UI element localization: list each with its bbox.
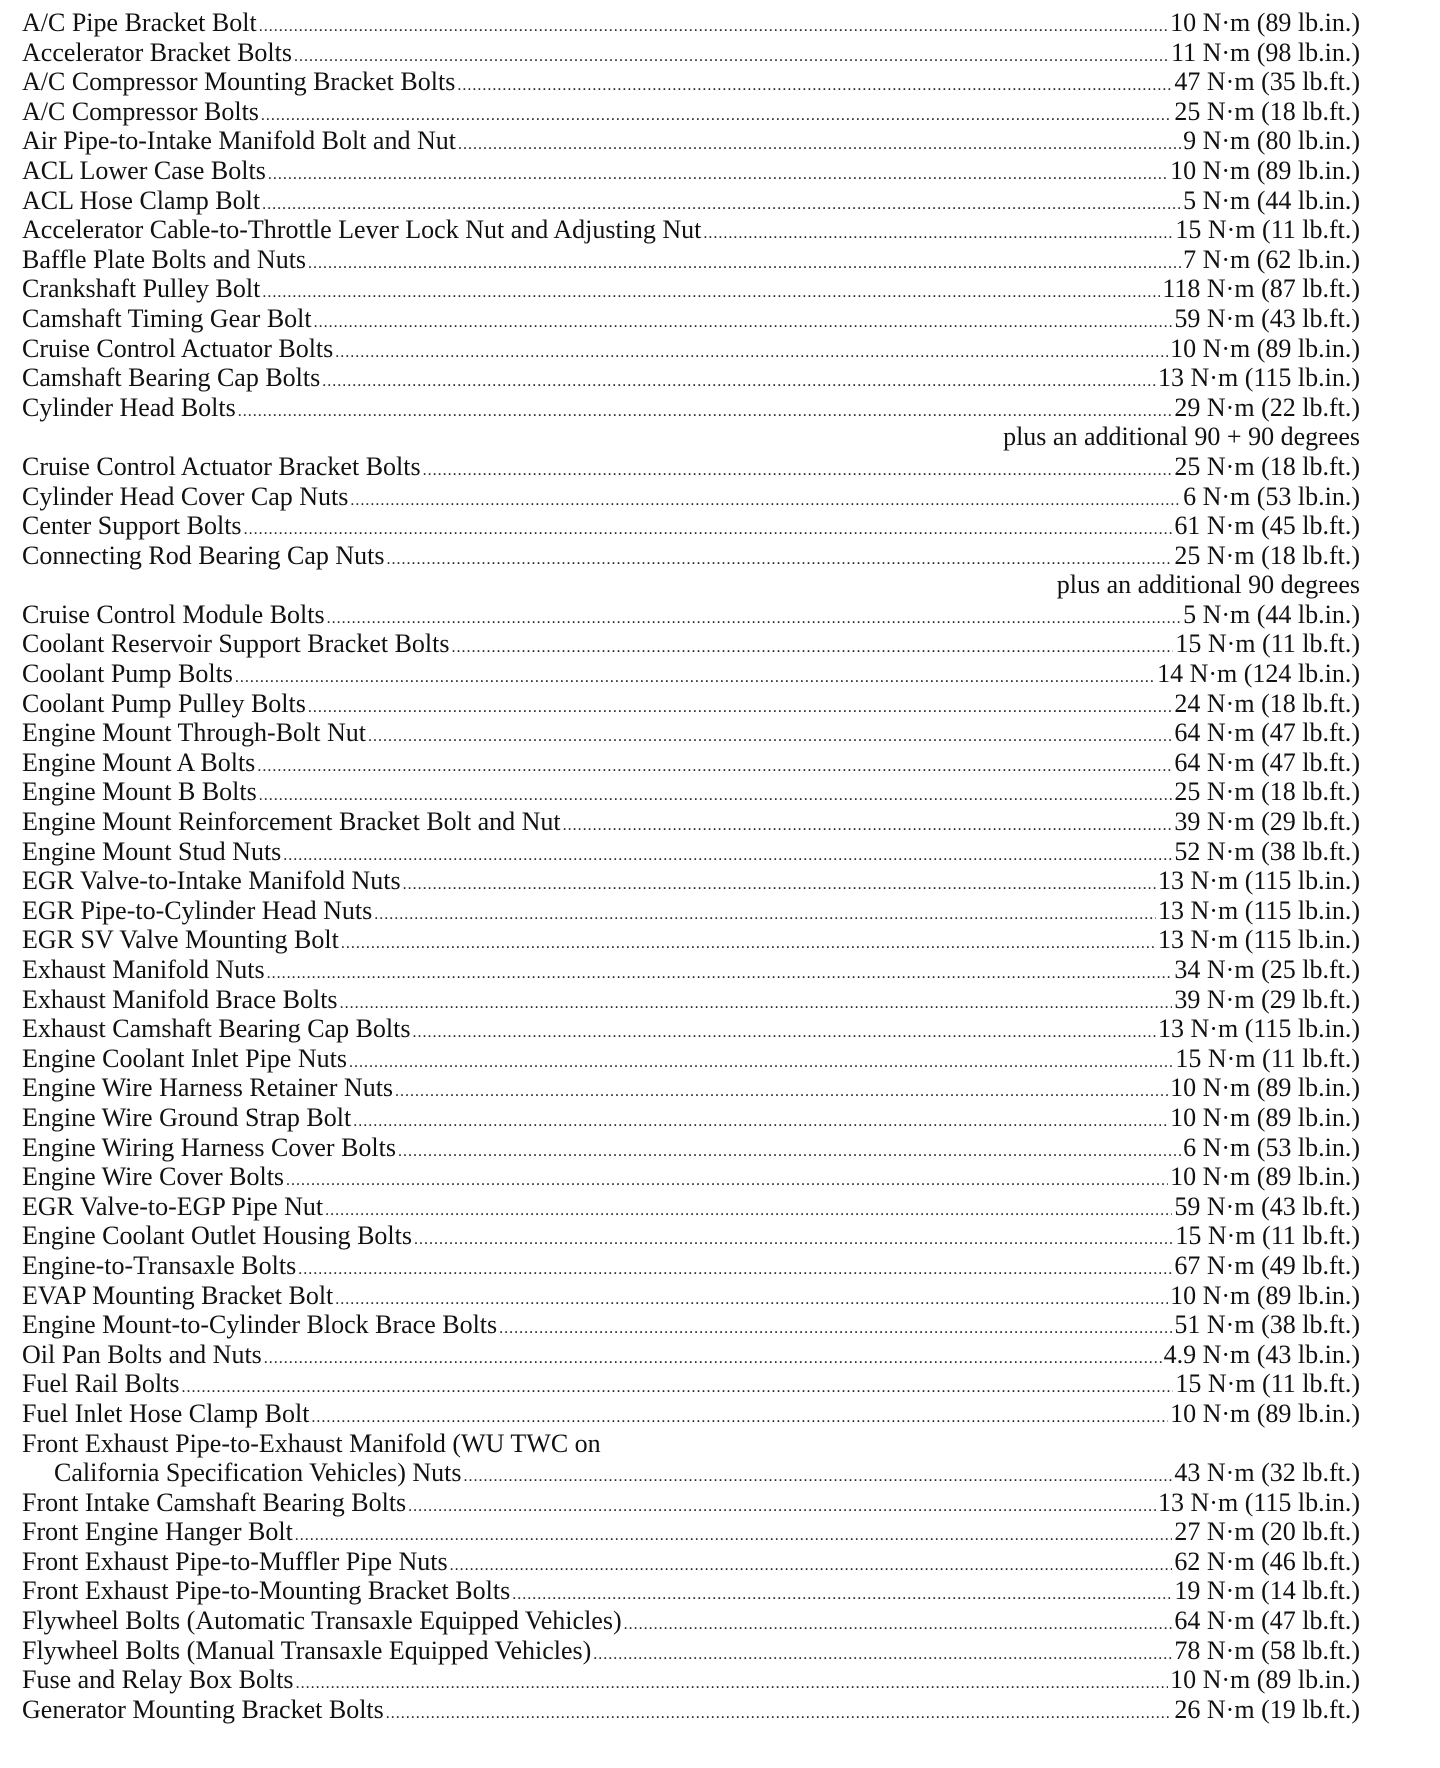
- spec-note-row: [22, 570, 1360, 600]
- spec-value: 19 N·m (14 lb.ft.): [1174, 1576, 1360, 1606]
- dot-leader: [181, 1373, 1173, 1403]
- dot-leader: [322, 367, 1156, 397]
- dot-leader: [349, 1048, 1173, 1078]
- spec-row: [22, 777, 1360, 807]
- spec-label: Connecting Rod Bearing Cap Nuts: [22, 540, 385, 570]
- spec-label: EGR SV Valve Mounting Bolt: [22, 925, 339, 955]
- dot-leader: [398, 1137, 1181, 1167]
- spec-label: Fuse and Relay Box Bolts: [22, 1665, 294, 1695]
- spec-value: 15 N·m (11 lb.ft.): [1175, 1221, 1360, 1251]
- spec-label: Engine Mount Through-Bolt Nut: [22, 718, 367, 748]
- spec-row: [22, 1458, 1360, 1488]
- spec-row: [22, 1488, 1360, 1518]
- dot-leader: [408, 1492, 1156, 1522]
- spec-value: 15 N·m (11 lb.ft.): [1175, 215, 1360, 245]
- dot-leader: [368, 722, 1172, 752]
- spec-label: Generator Mounting Bracket Bolts: [22, 1694, 384, 1724]
- spec-row: [22, 511, 1360, 541]
- spec-row: [22, 1044, 1360, 1074]
- spec-row: [22, 985, 1360, 1015]
- spec-label: Crankshaft Pulley Bolt: [22, 274, 261, 304]
- spec-label: A/C Compressor Bolts: [22, 96, 259, 126]
- spec-value: 11 N·m (98 lb.in.): [1171, 37, 1360, 67]
- dot-leader: [314, 308, 1173, 338]
- spec-label: EGR Pipe-to-Cylinder Head Nuts: [22, 895, 373, 925]
- spec-value: 118 N·m (87 lb.ft.): [1162, 274, 1360, 304]
- dot-leader: [624, 1610, 1173, 1640]
- spec-row: [22, 67, 1360, 97]
- dot-leader: [325, 1196, 1172, 1226]
- spec-label: California Specification Vehicles) Nuts: [54, 1458, 462, 1488]
- spec-row: [22, 629, 1360, 659]
- spec-value: 51 N·m (38 lb.ft.): [1174, 1310, 1360, 1340]
- spec-row: [22, 925, 1360, 955]
- dot-leader: [327, 604, 1181, 634]
- spec-row: [22, 8, 1360, 38]
- spec-value: 34 N·m (25 lb.ft.): [1174, 955, 1360, 984]
- spec-value: 13 N·m (115 lb.in.): [1158, 895, 1360, 925]
- spec-row: [22, 541, 1360, 571]
- spec-row: [22, 659, 1360, 689]
- dot-leader: [264, 1344, 1162, 1374]
- spec-row: [22, 1192, 1360, 1222]
- dot-leader: [341, 929, 1156, 959]
- dot-leader: [499, 1314, 1172, 1344]
- spec-label: Center Support Bolts: [22, 511, 242, 541]
- spec-row: [22, 363, 1360, 393]
- dot-leader: [353, 1107, 1168, 1137]
- spec-label: Engine Wiring Harness Cover Bolts: [22, 1132, 396, 1162]
- dot-leader: [593, 1640, 1172, 1670]
- spec-value: 10 N·m (89 lb.in.): [1170, 1102, 1360, 1132]
- spec-row: [22, 1606, 1360, 1636]
- spec-label: Engine-to-Transaxle Bolts: [22, 1250, 297, 1280]
- spec-row: [22, 896, 1360, 926]
- spec-value: 10 N·m (89 lb.in.): [1170, 155, 1360, 185]
- dot-leader: [298, 1255, 1172, 1285]
- dot-leader: [308, 249, 1181, 279]
- spec-value: 47 N·m (35 lb.ft.): [1174, 67, 1360, 97]
- dot-leader: [235, 663, 1155, 693]
- spec-label: Air Pipe-to-Intake Manifold Bolt and Nut: [22, 126, 456, 156]
- spec-value: 24 N·m (18 lb.ft.): [1174, 688, 1360, 718]
- spec-label: Flywheel Bolts (Manual Transaxle Equipped Vehicles): [22, 1635, 592, 1665]
- spec-row: [22, 1251, 1360, 1281]
- spec-value: 29 N·m (22 lb.ft.): [1174, 392, 1360, 422]
- spec-value: 67 N·m (49 lb.ft.): [1174, 1250, 1360, 1280]
- spec-row: [22, 1695, 1360, 1725]
- spec-row: [22, 1636, 1360, 1666]
- spec-label: Oil Pan Bolts and Nuts: [22, 1339, 262, 1369]
- spec-value: 39 N·m (29 lb.ft.): [1174, 984, 1360, 1014]
- spec-row: [22, 1221, 1360, 1251]
- dot-leader: [286, 1166, 1168, 1196]
- spec-value: 64 N·m (47 lb.ft.): [1174, 1606, 1360, 1636]
- spec-label: Cruise Control Module Bolts: [22, 599, 325, 629]
- dot-leader: [267, 959, 1173, 989]
- dot-leader: [335, 338, 1168, 368]
- spec-label-first-line: Front Exhaust Pipe-to-Exhaust Manifold (WU TWC on: [22, 1428, 601, 1458]
- spec-row: [22, 38, 1360, 68]
- spec-row: [22, 186, 1360, 216]
- spec-note: plus an additional 90 degrees: [1056, 570, 1360, 600]
- spec-label: Camshaft Bearing Cap Bolts: [22, 363, 321, 393]
- spec-row: [22, 1369, 1360, 1399]
- spec-row: [22, 97, 1360, 127]
- spec-row: [22, 1073, 1360, 1103]
- spec-row-label-line: [22, 1429, 1360, 1459]
- spec-value: 39 N·m (29 lb.ft.): [1174, 807, 1360, 837]
- dot-leader: [414, 1225, 1173, 1255]
- spec-row: [22, 1014, 1360, 1044]
- spec-value: 59 N·m (43 lb.ft.): [1174, 303, 1360, 333]
- spec-value: 9 N·m (80 lb.in.): [1183, 126, 1360, 156]
- dot-leader: [283, 841, 1172, 871]
- spec-value: 25 N·m (18 lb.ft.): [1174, 540, 1360, 570]
- spec-label: A/C Pipe Bracket Bolt: [22, 8, 257, 37]
- spec-value: 15 N·m (11 lb.ft.): [1175, 629, 1360, 659]
- spec-label: Engine Mount Stud Nuts: [22, 836, 282, 866]
- spec-row: [22, 215, 1360, 245]
- spec-label: EVAP Mounting Bracket Bolt: [22, 1280, 334, 1310]
- spec-row: [22, 718, 1360, 748]
- spec-value: 13 N·m (115 lb.in.): [1158, 363, 1360, 393]
- spec-label: Cylinder Head Cover Cap Nuts: [22, 481, 349, 511]
- spec-label: Coolant Pump Bolts: [22, 659, 233, 689]
- dot-leader: [703, 219, 1173, 249]
- spec-value: 62 N·m (46 lb.ft.): [1174, 1546, 1360, 1576]
- spec-label: Cruise Control Actuator Bracket Bolts: [22, 451, 421, 481]
- spec-label: A/C Compressor Mounting Bracket Bolts: [22, 67, 456, 97]
- spec-label: Cylinder Head Bolts: [22, 392, 236, 422]
- spec-note: plus an additional 90 + 90 degrees: [1003, 422, 1360, 452]
- dot-leader: [395, 1077, 1168, 1107]
- spec-label: Engine Coolant Inlet Pipe Nuts: [22, 1043, 347, 1073]
- spec-value: 15 N·m (11 lb.ft.): [1175, 1369, 1360, 1399]
- dot-leader: [374, 900, 1156, 930]
- spec-row: [22, 1576, 1360, 1606]
- dot-leader: [268, 160, 1168, 190]
- spec-value: 52 N·m (38 lb.ft.): [1174, 836, 1360, 866]
- spec-row: [22, 866, 1360, 896]
- spec-value: 5 N·m (44 lb.in.): [1183, 185, 1360, 215]
- spec-value: 13 N·m (115 lb.in.): [1158, 925, 1360, 955]
- spec-label: EGR Valve-to-Intake Manifold Nuts: [22, 866, 401, 896]
- spec-value: 5 N·m (44 lb.in.): [1183, 599, 1360, 629]
- spec-value: 78 N·m (58 lb.ft.): [1174, 1635, 1360, 1665]
- spec-value: 10 N·m (89 lb.in.): [1170, 333, 1360, 363]
- spec-value: 59 N·m (43 lb.ft.): [1174, 1191, 1360, 1221]
- spec-label: Accelerator Bracket Bolts: [22, 37, 292, 67]
- spec-label: Coolant Pump Pulley Bolts: [22, 688, 306, 718]
- spec-row: [22, 304, 1360, 334]
- spec-value: 10 N·m (89 lb.in.): [1170, 1073, 1360, 1103]
- spec-label: Exhaust Manifold Brace Bolts: [22, 984, 338, 1014]
- spec-value: 6 N·m (53 lb.in.): [1183, 481, 1360, 511]
- spec-row: [22, 837, 1360, 867]
- spec-value: 13 N·m (115 lb.in.): [1158, 1487, 1360, 1517]
- spec-label: Fuel Inlet Hose Clamp Bolt: [22, 1398, 310, 1428]
- spec-label: Cruise Control Actuator Bolts: [22, 333, 334, 363]
- spec-value: 7 N·m (62 lb.in.): [1183, 244, 1360, 274]
- spec-row: [22, 1340, 1360, 1370]
- spec-value: 64 N·m (47 lb.ft.): [1174, 747, 1360, 777]
- spec-row: [22, 1547, 1360, 1577]
- spec-value: 25 N·m (18 lb.ft.): [1174, 451, 1360, 481]
- spec-value: 43 N·m (32 lb.ft.): [1174, 1458, 1360, 1488]
- spec-label: Engine Mount Reinforcement Bracket Bolt and Nut: [22, 807, 561, 837]
- spec-value: 61 N·m (45 lb.ft.): [1174, 511, 1360, 541]
- spec-row: [22, 600, 1360, 630]
- spec-value: 13 N·m (115 lb.in.): [1158, 1014, 1360, 1044]
- spec-label: Flywheel Bolts (Automatic Transaxle Equipped Vehicles): [22, 1606, 622, 1636]
- spec-row: [22, 393, 1360, 423]
- spec-value: 64 N·m (47 lb.ft.): [1174, 718, 1360, 748]
- spec-value: 27 N·m (20 lb.ft.): [1174, 1517, 1360, 1547]
- dot-leader: [387, 545, 1173, 575]
- spec-row: [22, 274, 1360, 304]
- spec-label: Front Engine Hanger Bolt: [22, 1517, 293, 1547]
- spec-row: [22, 1133, 1360, 1163]
- spec-label: Front Intake Camshaft Bearing Bolts: [22, 1487, 407, 1517]
- spec-label: ACL Lower Case Bolts: [22, 155, 266, 185]
- dot-leader: [257, 752, 1172, 782]
- spec-value: 10 N·m (89 lb.in.): [1170, 1665, 1360, 1695]
- spec-label: Engine Wire Harness Retainer Nuts: [22, 1073, 394, 1103]
- spec-value: 26 N·m (19 lb.ft.): [1174, 1694, 1360, 1724]
- dot-leader: [262, 278, 1160, 308]
- dot-leader: [340, 989, 1173, 1019]
- dot-leader: [386, 1699, 1173, 1729]
- spec-label: Baffle Plate Bolts and Nuts: [22, 244, 307, 274]
- dot-leader: [457, 71, 1172, 101]
- dot-leader: [452, 633, 1174, 663]
- spec-value: 14 N·m (124 lb.in.): [1157, 659, 1360, 689]
- spec-label: Engine Wire Cover Bolts: [22, 1162, 285, 1192]
- spec-row: [22, 1103, 1360, 1133]
- spec-row: [22, 334, 1360, 364]
- spec-label: EGR Valve-to-EGP Pipe Nut: [22, 1191, 324, 1221]
- spec-row: [22, 156, 1360, 186]
- dot-leader: [423, 456, 1173, 486]
- spec-row: [22, 245, 1360, 275]
- spec-label: Camshaft Timing Gear Bolt: [22, 303, 312, 333]
- spec-row: [22, 1517, 1360, 1547]
- spec-row: [22, 482, 1360, 512]
- dot-leader: [450, 1551, 1173, 1581]
- spec-value: 10 N·m (89 lb.in.): [1170, 8, 1360, 37]
- dot-leader: [463, 1462, 1172, 1492]
- spec-row: [22, 1310, 1360, 1340]
- spec-label: ACL Hose Clamp Bolt: [22, 185, 261, 215]
- spec-label: Engine Mount A Bolts: [22, 747, 256, 777]
- spec-value: 13 N·m (115 lb.in.): [1158, 866, 1360, 896]
- spec-label: Coolant Reservoir Support Bracket Bolts: [22, 629, 450, 659]
- dot-leader: [350, 486, 1181, 516]
- dot-leader: [413, 1018, 1157, 1048]
- spec-label: Front Exhaust Pipe-to-Muffler Pipe Nuts: [22, 1546, 448, 1576]
- spec-row: [22, 452, 1360, 482]
- dot-leader: [308, 693, 1173, 723]
- spec-value: 25 N·m (18 lb.ft.): [1174, 96, 1360, 126]
- spec-row: [22, 955, 1360, 985]
- dot-leader: [296, 1669, 1169, 1699]
- spec-row: [22, 748, 1360, 778]
- spec-label: Engine Coolant Outlet Housing Bolts: [22, 1221, 412, 1251]
- spec-row: [22, 1162, 1360, 1192]
- spec-row: [22, 126, 1360, 156]
- spec-value: 10 N·m (89 lb.in.): [1170, 1162, 1360, 1192]
- spec-value: 15 N·m (11 lb.ft.): [1175, 1043, 1360, 1073]
- spec-row: [22, 1399, 1360, 1429]
- spec-label: Front Exhaust Pipe-to-Mounting Bracket Bolts: [22, 1576, 511, 1606]
- dot-leader: [403, 870, 1156, 900]
- spec-value: 6 N·m (53 lb.in.): [1183, 1132, 1360, 1162]
- torque-spec-table: [22, 8, 1360, 1724]
- spec-label: Engine Mount-to-Cylinder Block Brace Bolts: [22, 1310, 498, 1340]
- spec-label: Engine Wire Ground Strap Bolt: [22, 1102, 352, 1132]
- spec-note-row: [22, 422, 1360, 452]
- spec-label: Accelerator Cable-to-Throttle Lever Lock Nut and Adjusting Nut: [22, 215, 702, 245]
- spec-label: Exhaust Manifold Nuts: [22, 955, 265, 984]
- spec-value: 10 N·m (89 lb.in.): [1170, 1280, 1360, 1310]
- spec-row: [22, 807, 1360, 837]
- spec-value: 10 N·m (89 lb.in.): [1170, 1398, 1360, 1428]
- spec-value: 25 N·m (18 lb.ft.): [1174, 777, 1360, 807]
- dot-leader: [458, 130, 1181, 160]
- spec-row: [22, 1665, 1360, 1695]
- dot-leader: [563, 811, 1173, 841]
- spec-row: [22, 689, 1360, 719]
- spec-row: [22, 1281, 1360, 1311]
- spec-label: Engine Mount B Bolts: [22, 777, 257, 807]
- spec-label: Fuel Rail Bolts: [22, 1369, 180, 1399]
- spec-label: Exhaust Camshaft Bearing Cap Bolts: [22, 1014, 411, 1044]
- dot-leader: [259, 12, 1168, 42]
- spec-value: 4.9 N·m (43 lb.in.): [1163, 1339, 1360, 1369]
